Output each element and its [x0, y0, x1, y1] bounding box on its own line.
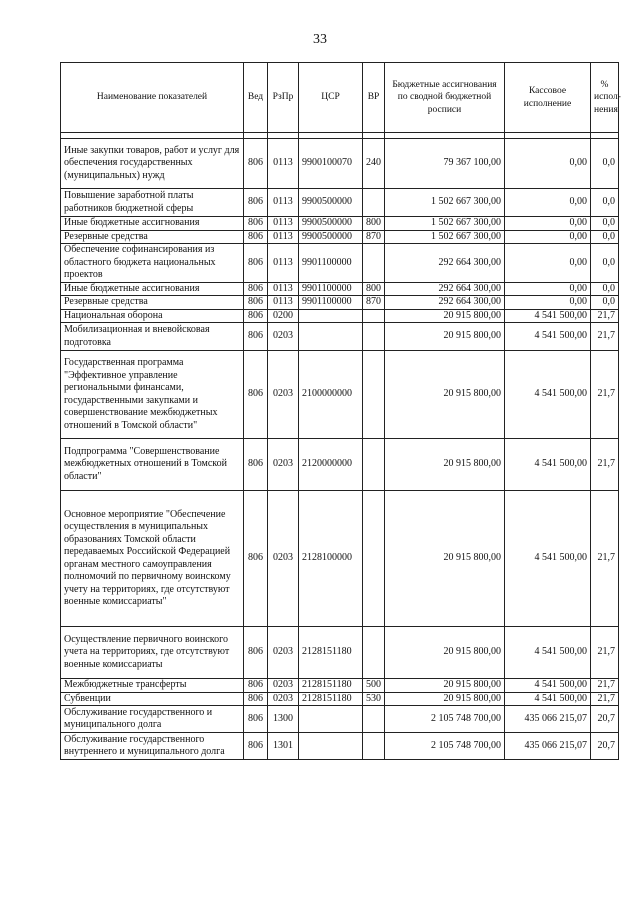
- cell-vr: 530: [363, 692, 385, 706]
- cell-pct: 0,0: [591, 244, 619, 283]
- cell-csr: 9900500000: [299, 217, 363, 231]
- cell-ved: 806: [244, 217, 268, 231]
- cell-pct: 21,7: [591, 627, 619, 679]
- cell-vr: [363, 439, 385, 491]
- cell-pct: 21,7: [591, 323, 619, 351]
- cell-csr: 9901100000: [299, 244, 363, 283]
- cell-pct: 0,0: [591, 230, 619, 244]
- table-row: [61, 296, 619, 310]
- cell-ved: 806: [244, 296, 268, 310]
- cell-csr: 2128100000: [299, 491, 363, 627]
- cell-vr: 800: [363, 217, 385, 231]
- cell-rzpr: 1301: [268, 733, 299, 760]
- cell-pct: 21,7: [591, 679, 619, 693]
- cell-pct: 21,7: [591, 351, 619, 439]
- cell-pct: 0,0: [591, 139, 619, 189]
- cell-rzpr: 0113: [268, 189, 299, 217]
- cell-ved: 806: [244, 323, 268, 351]
- cell-vr: [363, 491, 385, 627]
- cell-ved: 806: [244, 706, 268, 733]
- cell-cash: 0,00: [505, 244, 591, 283]
- cell-ved: 806: [244, 733, 268, 760]
- cell-plan: 20 915 800,00: [385, 692, 505, 706]
- cell-csr: 9901100000: [299, 296, 363, 310]
- cell-vr: [363, 323, 385, 351]
- cell-plan: 20 915 800,00: [385, 351, 505, 439]
- cell-rzpr: 0203: [268, 692, 299, 706]
- header-name: Наименование показателей: [61, 63, 244, 133]
- cell-ved: 806: [244, 309, 268, 323]
- table-row: [61, 244, 619, 283]
- header-cash: Кассовое исполнение: [505, 63, 591, 133]
- cell-csr: [299, 309, 363, 323]
- cell-vr: [363, 733, 385, 760]
- cell-ved: 806: [244, 351, 268, 439]
- cell-csr: [299, 706, 363, 733]
- cell-name: Мобилизационная и вневойсковая подготовка: [61, 323, 244, 351]
- cell-ved: 806: [244, 282, 268, 296]
- cell-csr: 2128151180: [299, 679, 363, 693]
- cell-rzpr: 0203: [268, 323, 299, 351]
- table-row: [61, 733, 619, 760]
- cell-cash: 4 541 500,00: [505, 439, 591, 491]
- cell-cash: 0,00: [505, 189, 591, 217]
- cell-cash: 435 066 215,07: [505, 706, 591, 733]
- cell-vr: [363, 351, 385, 439]
- cell-csr: 2100000000: [299, 351, 363, 439]
- cell-name: Основное мероприятие "Обеспечение осуществления в муниципальных образованиях Томской области передаваемых Российской Федерацией органам местного самоуправления полномочий по первичному воинскому учету на территориях, где отсутствуют военные комиссариаты": [61, 491, 244, 627]
- cell-rzpr: 0203: [268, 491, 299, 627]
- cell-cash: 4 541 500,00: [505, 692, 591, 706]
- cell-vr: [363, 244, 385, 283]
- cell-rzpr: 0203: [268, 439, 299, 491]
- cell-plan: 20 915 800,00: [385, 439, 505, 491]
- cell-name: Обслуживание государственного внутреннего и муниципального долга: [61, 733, 244, 760]
- cell-ved: 806: [244, 692, 268, 706]
- cell-csr: 2128151180: [299, 627, 363, 679]
- cell-name: Государственная программа "Эффективное управление региональными финансами, государственными закупками и совершенствование межбюджетных отношений в Томской области": [61, 351, 244, 439]
- table-row: [61, 309, 619, 323]
- cell-plan: 20 915 800,00: [385, 627, 505, 679]
- cell-plan: 292 664 300,00: [385, 244, 505, 283]
- cell-ved: 806: [244, 139, 268, 189]
- cell-plan: 2 105 748 700,00: [385, 706, 505, 733]
- cell-rzpr: 1300: [268, 706, 299, 733]
- table-row: [61, 217, 619, 231]
- cell-vr: [363, 189, 385, 217]
- cell-ved: 806: [244, 230, 268, 244]
- cell-rzpr: 0203: [268, 627, 299, 679]
- cell-rzpr: 0203: [268, 679, 299, 693]
- cell-name: Осуществление первичного воинского учета на территориях, где отсутствуют военные комиссариаты: [61, 627, 244, 679]
- cell-vr: [363, 627, 385, 679]
- cell-pct: 21,7: [591, 309, 619, 323]
- table-row: [61, 189, 619, 217]
- cell-name: Иные закупки товаров, работ и услуг для обеспечения государственных (муниципальных) нужд: [61, 139, 244, 189]
- table-row: [61, 627, 619, 679]
- cell-plan: 1 502 667 300,00: [385, 230, 505, 244]
- cell-name: Обеспечение софинансирования из областного бюджета национальных проектов: [61, 244, 244, 283]
- cell-plan: 20 915 800,00: [385, 679, 505, 693]
- cell-csr: 2128151180: [299, 692, 363, 706]
- cell-plan: 20 915 800,00: [385, 309, 505, 323]
- cell-pct: 0,0: [591, 217, 619, 231]
- table-row: [61, 351, 619, 439]
- cell-pct: 20,7: [591, 706, 619, 733]
- cell-ved: 806: [244, 627, 268, 679]
- cell-vr: 500: [363, 679, 385, 693]
- budget-execution-table: [60, 62, 619, 760]
- table-row: [61, 139, 619, 189]
- cell-cash: 0,00: [505, 217, 591, 231]
- cell-cash: 0,00: [505, 282, 591, 296]
- cell-plan: 292 664 300,00: [385, 282, 505, 296]
- cell-name: Иные бюджетные ассигнования: [61, 217, 244, 231]
- cell-vr: [363, 706, 385, 733]
- cell-ved: 806: [244, 491, 268, 627]
- cell-name: Субвенции: [61, 692, 244, 706]
- cell-csr: [299, 733, 363, 760]
- cell-pct: 21,7: [591, 491, 619, 627]
- cell-rzpr: 0113: [268, 282, 299, 296]
- cell-ved: 806: [244, 244, 268, 283]
- cell-pct: 21,7: [591, 439, 619, 491]
- cell-rzpr: 0203: [268, 351, 299, 439]
- cell-name: Обслуживание государственного и муниципального долга: [61, 706, 244, 733]
- cell-vr: 870: [363, 296, 385, 310]
- cell-csr: 9900500000: [299, 189, 363, 217]
- cell-rzpr: 0113: [268, 244, 299, 283]
- cell-name: Иные бюджетные ассигнования: [61, 282, 244, 296]
- table-row: [61, 230, 619, 244]
- cell-name: Подпрограмма "Совершенствование межбюджетных отношений в Томской области": [61, 439, 244, 491]
- cell-name: Национальная оборона: [61, 309, 244, 323]
- cell-rzpr: 0113: [268, 230, 299, 244]
- header-plan: Бюджетные ассигнования по сводной бюджетной росписи: [385, 63, 505, 133]
- table-row: [61, 491, 619, 627]
- page-number: 33: [313, 32, 327, 47]
- cell-cash: 0,00: [505, 230, 591, 244]
- cell-vr: 240: [363, 139, 385, 189]
- header-ved: Вед: [244, 63, 268, 133]
- cell-cash: 4 541 500,00: [505, 491, 591, 627]
- cell-plan: 79 367 100,00: [385, 139, 505, 189]
- cell-rzpr: 0113: [268, 139, 299, 189]
- cell-plan: 1 502 667 300,00: [385, 217, 505, 231]
- cell-name: Резервные средства: [61, 296, 244, 310]
- cell-cash: 4 541 500,00: [505, 679, 591, 693]
- cell-pct: 20,7: [591, 733, 619, 760]
- cell-vr: [363, 309, 385, 323]
- cell-ved: 806: [244, 679, 268, 693]
- cell-cash: 0,00: [505, 139, 591, 189]
- cell-pct: 21,7: [591, 692, 619, 706]
- cell-ved: 806: [244, 439, 268, 491]
- table-row: [61, 439, 619, 491]
- cell-rzpr: 0200: [268, 309, 299, 323]
- cell-pct: 0,0: [591, 282, 619, 296]
- cell-plan: 1 502 667 300,00: [385, 189, 505, 217]
- table-row: [61, 706, 619, 733]
- cell-csr: 9901100000: [299, 282, 363, 296]
- cell-cash: 4 541 500,00: [505, 309, 591, 323]
- cell-pct: 0,0: [591, 296, 619, 310]
- cell-name: Резервные средства: [61, 230, 244, 244]
- cell-cash: 4 541 500,00: [505, 323, 591, 351]
- cell-plan: 2 105 748 700,00: [385, 733, 505, 760]
- cell-csr: [299, 323, 363, 351]
- header-rzpr: РзПр: [268, 63, 299, 133]
- cell-csr: 9900500000: [299, 230, 363, 244]
- cell-rzpr: 0113: [268, 217, 299, 231]
- cell-pct: 0,0: [591, 189, 619, 217]
- header-csr: ЦСР: [299, 63, 363, 133]
- cell-name: Повышение заработной платы работников бюджетной сферы: [61, 189, 244, 217]
- cell-plan: 292 664 300,00: [385, 296, 505, 310]
- cell-cash: 4 541 500,00: [505, 351, 591, 439]
- cell-plan: 20 915 800,00: [385, 491, 505, 627]
- cell-csr: 2120000000: [299, 439, 363, 491]
- header-vr: ВР: [363, 63, 385, 133]
- table-row: [61, 679, 619, 693]
- cell-cash: 435 066 215,07: [505, 733, 591, 760]
- cell-cash: 0,00: [505, 296, 591, 310]
- cell-csr: 9900100070: [299, 139, 363, 189]
- cell-vr: 870: [363, 230, 385, 244]
- cell-vr: 800: [363, 282, 385, 296]
- cell-ved: 806: [244, 189, 268, 217]
- table-body: [61, 133, 619, 760]
- table-row: [61, 323, 619, 351]
- cell-name: Межбюджетные трансферты: [61, 679, 244, 693]
- table-row: [61, 282, 619, 296]
- table-row: [61, 692, 619, 706]
- cell-plan: 20 915 800,00: [385, 323, 505, 351]
- header-pct: % испол-нения: [591, 63, 619, 133]
- cell-rzpr: 0113: [268, 296, 299, 310]
- cell-cash: 4 541 500,00: [505, 627, 591, 679]
- table-header-row: [61, 63, 619, 133]
